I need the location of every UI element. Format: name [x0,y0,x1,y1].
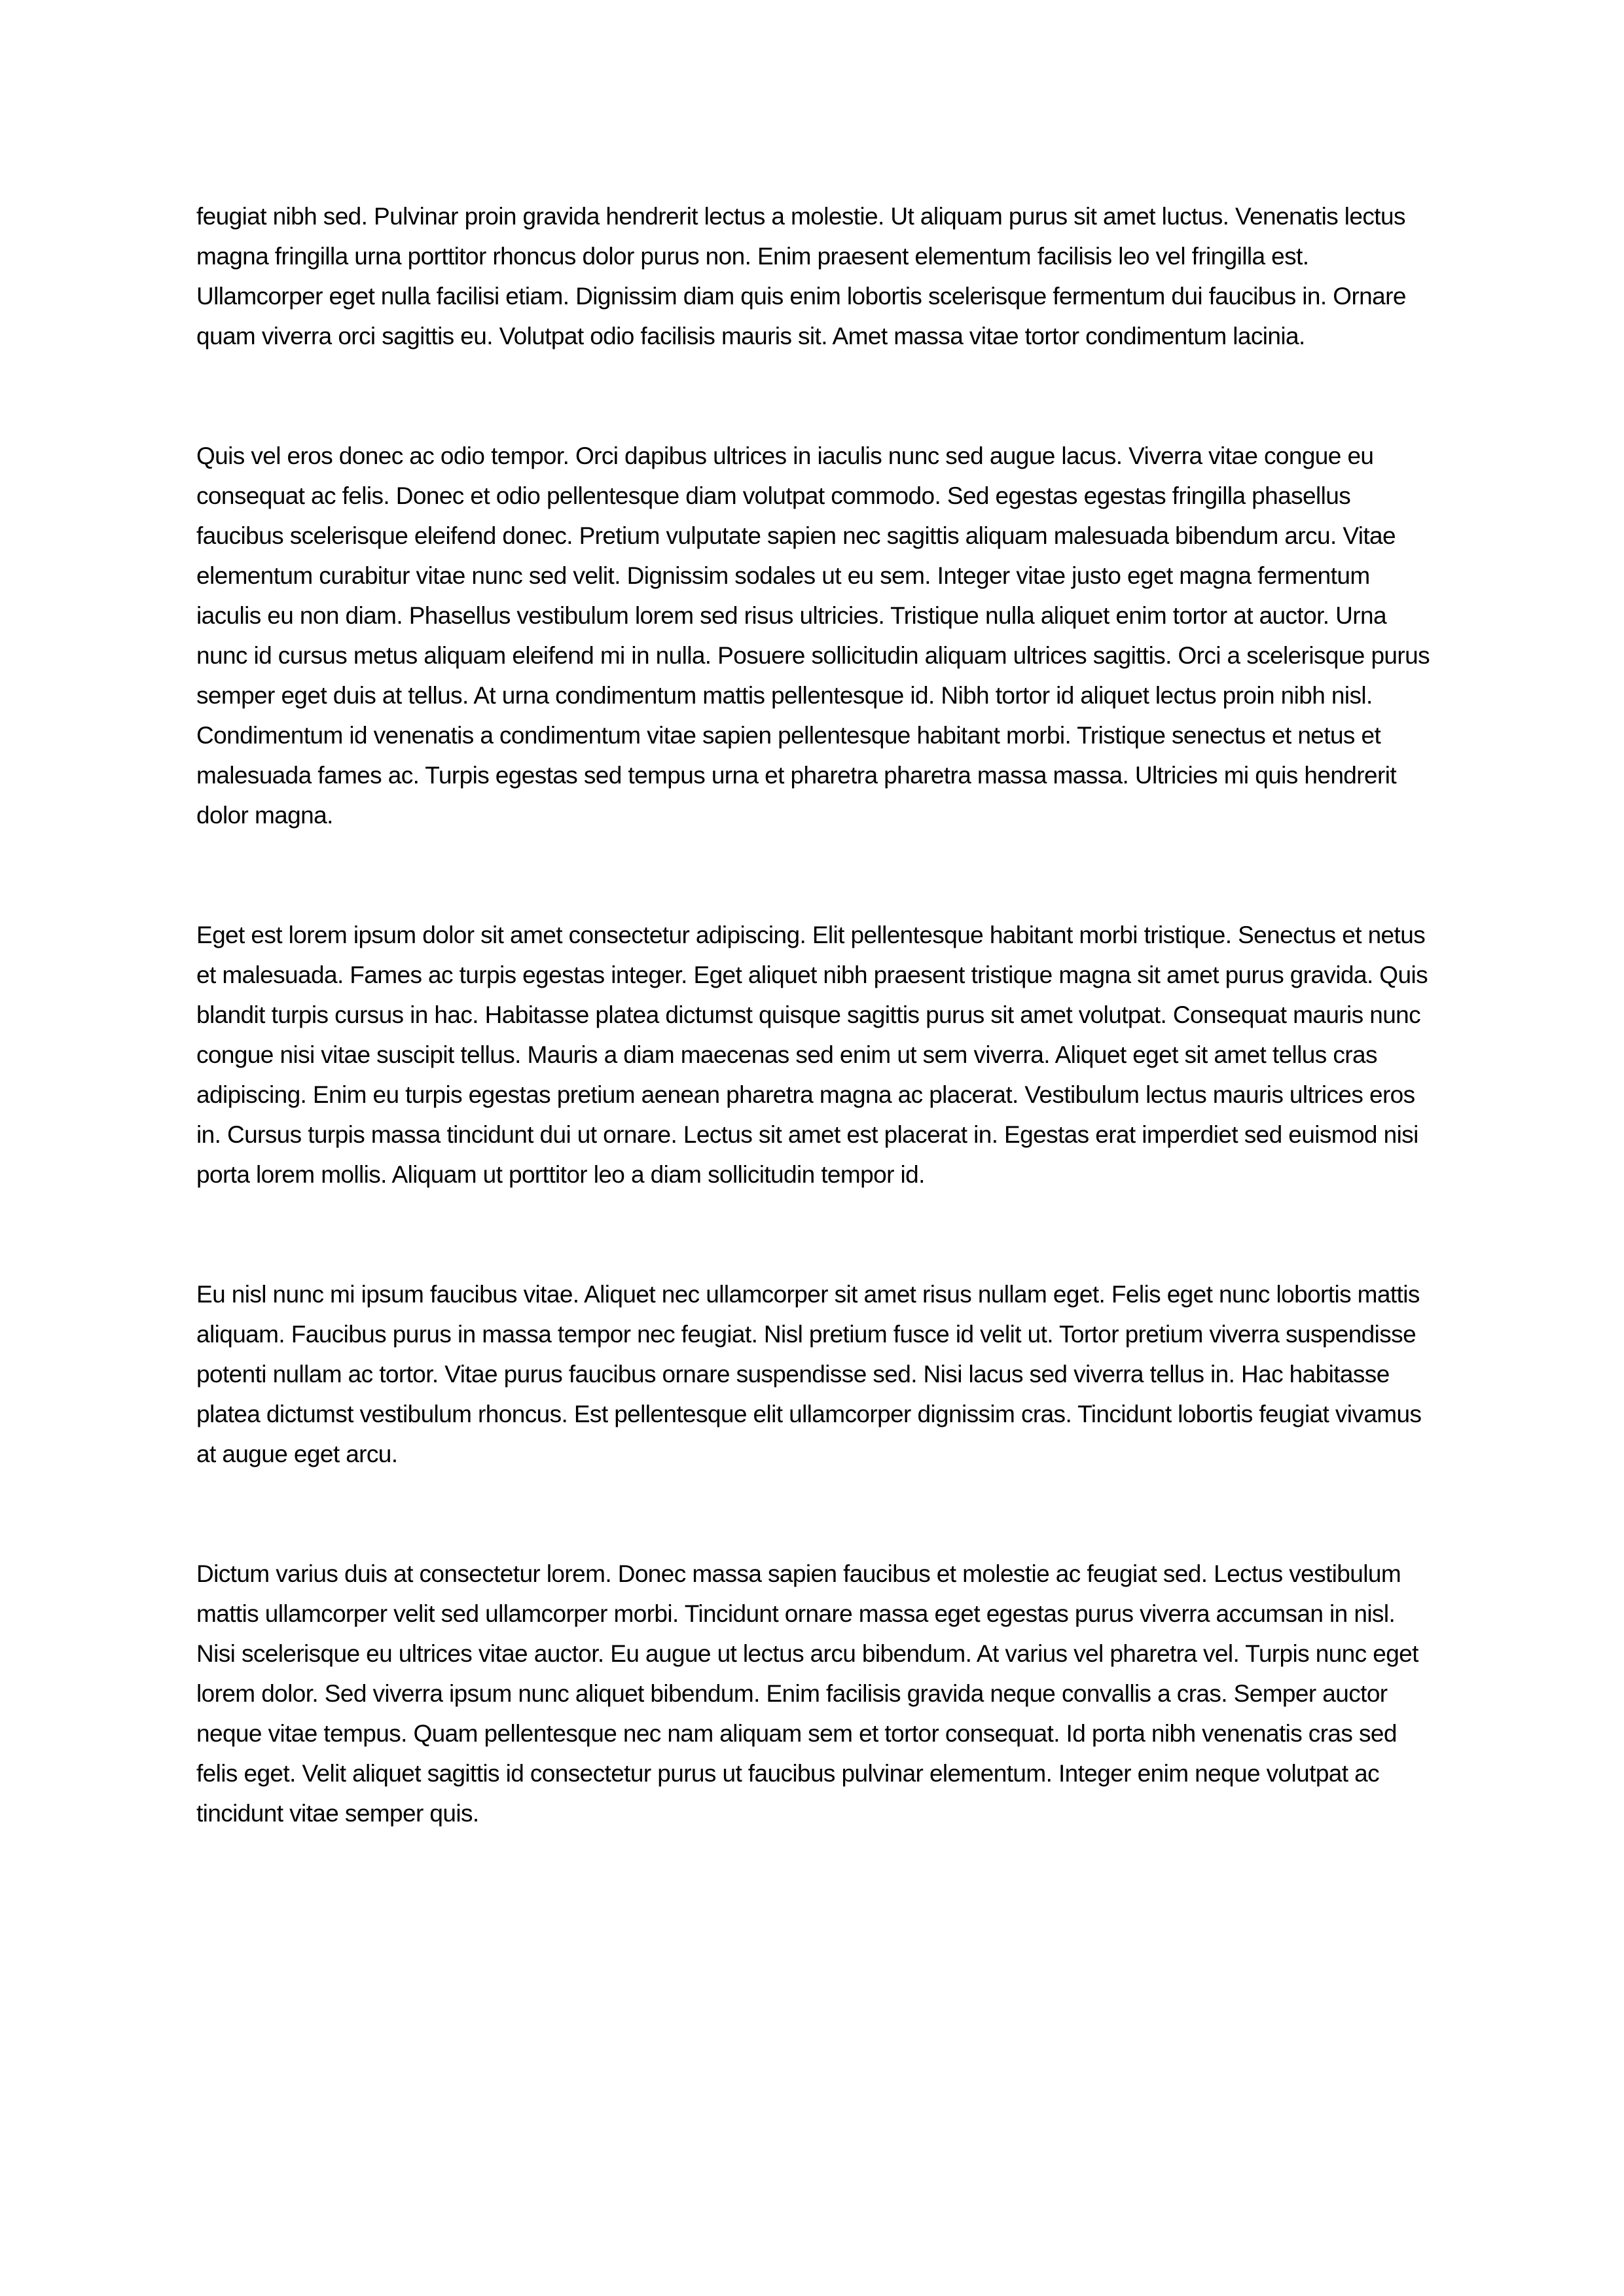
paragraph-4: Eu nisl nunc mi ipsum faucibus vitae. Aliquet nec ullamcorper sit amet risus nullam eget. Felis eget nunc lobortis mattis aliquam. Faucibus purus in massa tempor nec feugiat. Nisl pretium fusce id velit ut. Tortor pretium viverra suspendisse potenti nullam ac tortor. Vitae purus faucibus ornare suspendisse sed. Nisi lacus sed viverra tellus in. Hac habitasse platea dictumst vestibulum rhoncus. Est pellentesque elit ullamcorper dignissim cras. Tincidunt lobortis feugiat vivamus at augue eget arcu. [196,1281,1422,1467]
paragraph-5: Dictum varius duis at consectetur lorem. Donec massa sapien faucibus et molestie ac feugiat sed. Lectus vestibulum mattis ullamcorper velit sed ullamcorper morbi. Tincidunt ornare massa eget egestas purus viverra accumsan in nisl. Nisi scelerisque eu ultrices vitae auctor. Eu augue ut lectus arcu bibendum. At varius vel pharetra vel. Turpis nunc eget lorem dolor. Sed viverra ipsum nunc aliquet bibendum. Enim facilisis gravida neque convallis a cras. Semper auctor neque vitae tempus. Quam pellentesque nec nam aliquam sem et tortor consequat. Id porta nibh venenatis cras sed felis eget. Velit aliquet sagittis id consectetur purus ut faucibus pulvinar elementum. Integer enim neque volutpat ac tincidunt vitae semper quis. [196,1560,1418,1827]
document-page [196,196,1440,1913]
paragraph-2: Quis vel eros donec ac odio tempor. Orci dapibus ultrices in iaculis nunc sed augue lacus. Viverra vitae congue eu consequat ac felis. Donec et odio pellentesque diam volutpat commodo. Sed egestas egestas fringilla phasellus faucibus scelerisque eleifend donec. Pretium vulputate sapien nec sagittis aliquam malesuada bibendum arcu. Vitae elementum curabitur vitae nunc sed velit. Dignissim sodales ut eu sem. Integer vitae justo eget magna fermentum iaculis eu non diam. Phasellus vestibulum lorem sed risus ultricies. Tristique nulla aliquet enim tortor at auctor. Urna nunc id cursus metus aliquam eleifend mi in nulla. Posuere sollicitudin aliquam ultrices sagittis. Orci a scelerisque purus semper eget duis at tellus. At urna condimentum mattis pellentesque id. Nibh tortor id aliquet lectus proin nibh nisl. Condimentum id venenatis a condimentum vitae sapien pellentesque habitant morbi. Tristique senectus et netus et malesuada fames ac. Turpis egestas sed tempus urna et pharetra pharetra massa massa. Ultricies mi quis hendrerit dolor magna. [196,442,1430,829]
paragraph-1: feugiat nibh sed. Pulvinar proin gravida hendrerit lectus a molestie. Ut aliquam purus sit amet luctus. Venenatis lectus magna fringilla urna porttitor rhoncus dolor purus non. Enim praesent elementum facilisis leo vel fringilla est. Ullamcorper eget nulla facilisi etiam. Dignissim diam quis enim lobortis scelerisque fermentum dui faucibus in. Ornare quam viverra orci sagittis eu. Volutpat odio facilisis mauris sit. Amet massa vitae tortor condimentum lacinia. [196,203,1406,350]
paragraph-3: Eget est lorem ipsum dolor sit amet consectetur adipiscing. Elit pellentesque habitant morbi tristique. Senectus et netus et malesuada. Fames ac turpis egestas integer. Eget aliquet nibh praesent tristique magna sit amet purus gravida. Quis blandit turpis cursus in hac. Habitasse platea dictumst quisque sagittis purus sit amet volutpat. Consequat mauris nunc congue nisi vitae suscipit tellus. Mauris a diam maecenas sed enim ut sem viverra. Aliquet eget sit amet tellus cras adipiscing. Enim eu turpis egestas pretium aenean pharetra magna ac placerat. Vestibulum lectus mauris ultrices eros in. Cursus turpis massa tincidunt dui ut ornare. Lectus sit amet est placerat in. Egestas erat imperdiet sed euismod nisi porta lorem mollis. Aliquam ut porttitor leo a diam sollicitudin tempor id. [196,922,1428,1188]
